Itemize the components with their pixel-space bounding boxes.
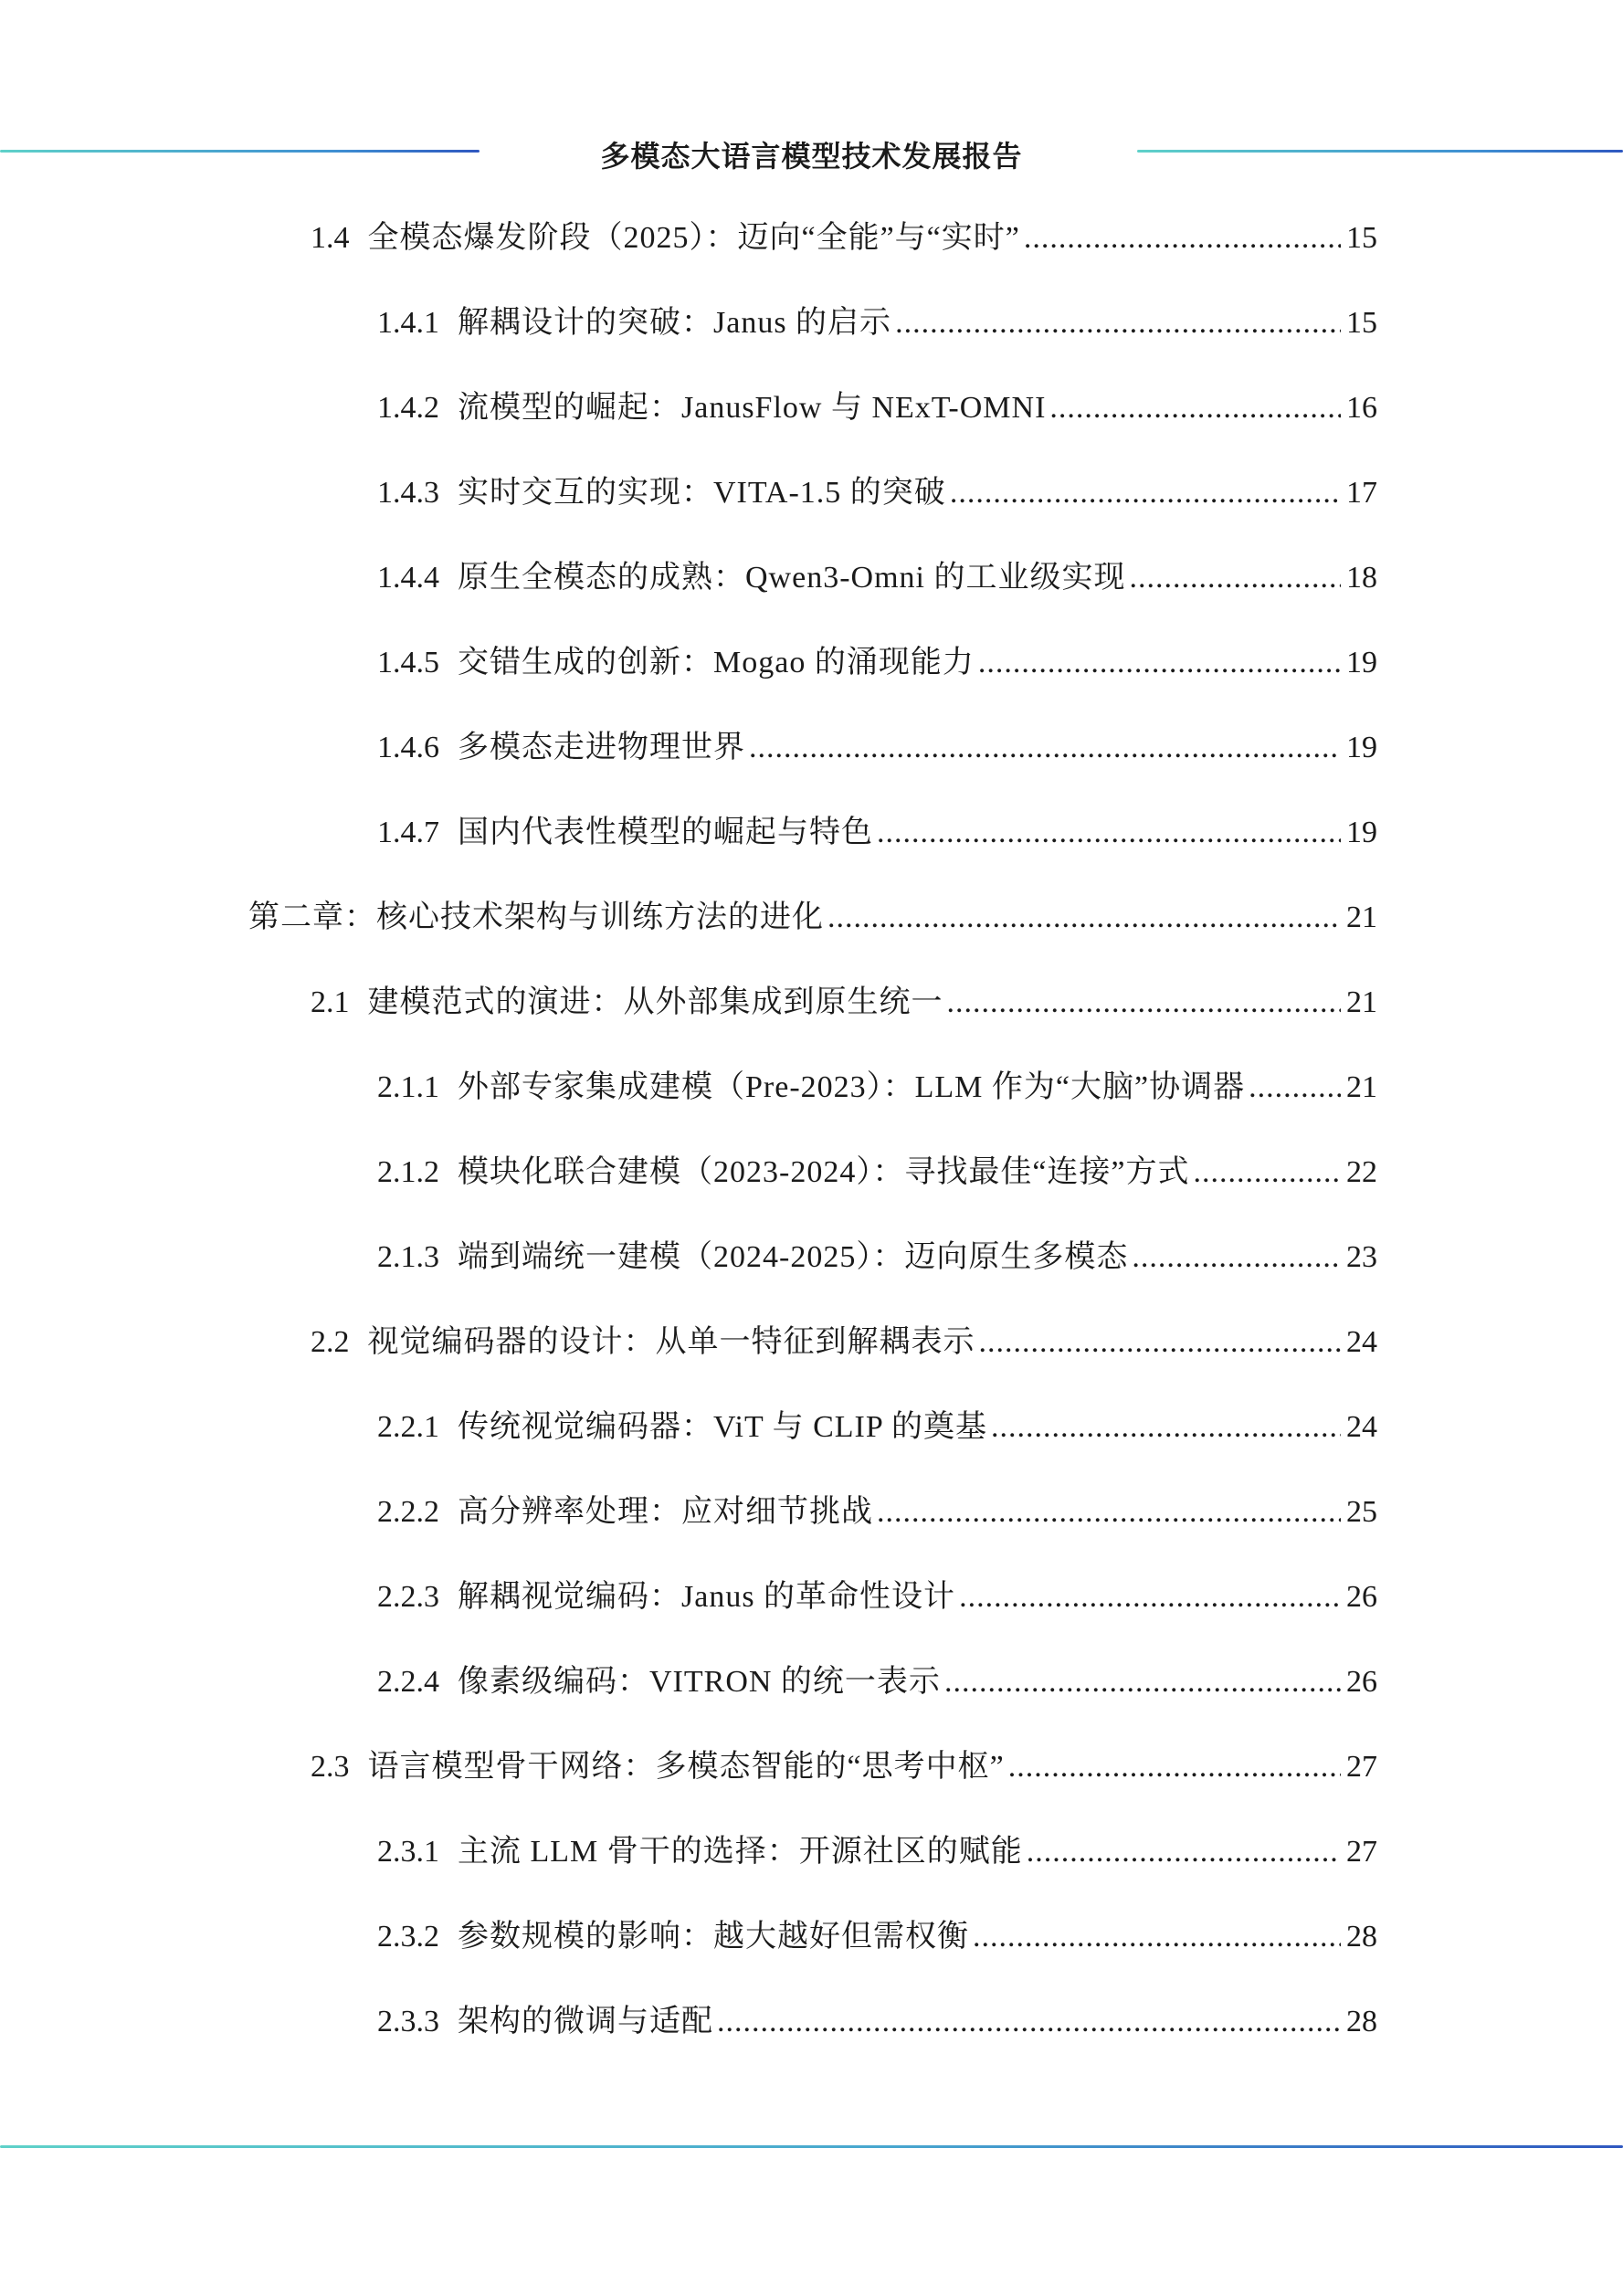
toc-entry[interactable] bbox=[377, 1911, 1377, 1962]
toc-title: 语言模型骨干网络：多模态智能的“思考中枢” bbox=[367, 1750, 1005, 1784]
toc-title: 外部专家集成建模（Pre-2023）：LLM 作为“大脑”协调器 bbox=[458, 1070, 1246, 1104]
toc-title: 视觉编码器的设计：从单一特征到解耦表示 bbox=[367, 1325, 975, 1359]
toc-number: 2.2 bbox=[311, 1325, 350, 1359]
toc-entry[interactable] bbox=[377, 806, 1377, 858]
toc-page: 26 bbox=[1346, 1580, 1377, 1614]
toc-number: 2.3.2 bbox=[377, 1920, 439, 1954]
toc-leader bbox=[978, 646, 1341, 680]
toc-entry[interactable] bbox=[311, 976, 1377, 1027]
toc-page: 26 bbox=[1346, 1665, 1377, 1699]
header-rule-right bbox=[1137, 150, 1623, 153]
toc-entry[interactable] bbox=[377, 1656, 1377, 1707]
toc-title: 实时交互的实现：VITA-1.5 的突破 bbox=[458, 476, 946, 510]
toc-number: 1.4.7 bbox=[377, 816, 439, 849]
toc-leader bbox=[973, 1920, 1341, 1954]
toc-entry[interactable] bbox=[377, 1826, 1377, 1877]
toc-entry[interactable] bbox=[377, 1486, 1377, 1537]
toc-page: 19 bbox=[1346, 816, 1377, 849]
toc-title: 模块化联合建模（2023-2024）：寻找最佳“连接”方式 bbox=[458, 1155, 1190, 1189]
toc-number: 1.4 bbox=[311, 221, 350, 255]
toc-entry[interactable] bbox=[377, 382, 1377, 433]
toc-page: 27 bbox=[1346, 1750, 1377, 1784]
toc-entry[interactable] bbox=[311, 1316, 1377, 1367]
toc-title: 流模型的崛起：JanusFlow 与 NExT-OMNI bbox=[458, 391, 1047, 425]
toc-leader bbox=[979, 1325, 1342, 1360]
toc-leader bbox=[1249, 1070, 1341, 1105]
toc-leader bbox=[1008, 1750, 1341, 1785]
toc-number: 2.2.4 bbox=[377, 1665, 439, 1699]
toc-number: 1.4.1 bbox=[377, 306, 439, 340]
toc-number: 2.2.3 bbox=[377, 1580, 439, 1614]
toc-entry[interactable] bbox=[377, 1571, 1377, 1622]
toc-leader bbox=[749, 731, 1341, 765]
toc-title: 建模范式的演进：从外部集成到原生统一 bbox=[367, 985, 943, 1019]
toc-entry[interactable] bbox=[377, 1996, 1377, 2047]
toc-leader bbox=[944, 1665, 1341, 1700]
toc-title: 端到端统一建模（2024-2025）：迈向原生多模态 bbox=[458, 1240, 1129, 1274]
toc-number: 1.4.3 bbox=[377, 476, 439, 510]
toc-leader bbox=[877, 816, 1341, 850]
toc-title: 多模态走进物理世界 bbox=[458, 731, 745, 764]
toc-number: 1.4.4 bbox=[377, 561, 439, 595]
toc-chapter-entry[interactable] bbox=[248, 891, 1377, 943]
toc-number: 2.3.3 bbox=[377, 2005, 439, 2038]
toc-title: 交错生成的创新：Mogao 的涌现能力 bbox=[458, 646, 975, 679]
toc-title: 第二章：核心技术架构与训练方法的进化 bbox=[248, 900, 824, 934]
toc-title: 解耦视觉编码：Janus 的革命性设计 bbox=[458, 1580, 956, 1614]
toc-page: 24 bbox=[1346, 1325, 1377, 1359]
toc-entry[interactable] bbox=[377, 297, 1377, 348]
toc-page: 19 bbox=[1346, 646, 1377, 679]
toc-leader bbox=[1194, 1155, 1341, 1190]
toc-leader bbox=[1024, 221, 1341, 256]
toc-number: 2.2.2 bbox=[377, 1495, 439, 1529]
toc-title: 主流 LLM 骨干的选择：开源社区的赋能 bbox=[458, 1835, 1023, 1869]
toc-page: 15 bbox=[1346, 221, 1377, 255]
toc-page: 25 bbox=[1346, 1495, 1377, 1529]
toc-entry[interactable] bbox=[377, 1061, 1377, 1112]
toc-leader bbox=[717, 2005, 1341, 2039]
toc-number: 2.2.1 bbox=[377, 1410, 439, 1444]
toc-number: 2.1 bbox=[311, 985, 350, 1019]
toc-entry[interactable] bbox=[311, 1741, 1377, 1792]
toc-title: 全模态爆发阶段（2025）：迈向“全能”与“实时” bbox=[367, 221, 1020, 255]
toc-entry[interactable] bbox=[377, 1146, 1377, 1197]
toc-number: 2.1.3 bbox=[377, 1240, 439, 1274]
toc-title: 国内代表性模型的崛起与特色 bbox=[458, 816, 873, 849]
toc-number: 1.4.5 bbox=[377, 646, 439, 679]
toc-page: 24 bbox=[1346, 1410, 1377, 1444]
toc-title: 架构的微调与适配 bbox=[458, 2005, 713, 2038]
toc-page: 21 bbox=[1346, 1070, 1377, 1104]
page-header-title: 多模态大语言模型技术发展报告 bbox=[600, 139, 1023, 174]
toc-leader bbox=[991, 1410, 1341, 1445]
toc-leader bbox=[895, 306, 1341, 341]
toc-leader bbox=[877, 1495, 1341, 1530]
toc-page: 15 bbox=[1346, 306, 1377, 340]
toc-leader bbox=[959, 1580, 1341, 1615]
toc-page: 23 bbox=[1346, 1240, 1377, 1274]
toc-page: 28 bbox=[1346, 1920, 1377, 1954]
toc-entry[interactable] bbox=[377, 1231, 1377, 1282]
toc-page: 21 bbox=[1346, 900, 1377, 934]
toc-leader bbox=[947, 985, 1342, 1020]
toc-entry[interactable] bbox=[377, 1401, 1377, 1452]
toc-page: 19 bbox=[1346, 731, 1377, 764]
toc-page: 17 bbox=[1346, 476, 1377, 510]
toc-leader bbox=[1049, 391, 1341, 426]
toc-leader bbox=[1132, 1240, 1341, 1275]
toc-entry[interactable] bbox=[311, 212, 1377, 263]
toc-entry[interactable] bbox=[377, 467, 1377, 518]
toc-title: 像素级编码：VITRON 的统一表示 bbox=[458, 1665, 941, 1699]
toc-page: 16 bbox=[1346, 391, 1377, 425]
toc-number: 2.1.2 bbox=[377, 1155, 439, 1189]
toc-leader bbox=[827, 900, 1341, 935]
toc-number: 2.1.1 bbox=[377, 1070, 439, 1104]
toc-number: 1.4.6 bbox=[377, 731, 439, 764]
toc-title: 解耦设计的突破：Janus 的启示 bbox=[458, 306, 892, 340]
toc-leader bbox=[1129, 561, 1341, 595]
toc-page: 21 bbox=[1346, 985, 1377, 1019]
toc-title: 原生全模态的成熟：Qwen3-Omni 的工业级实现 bbox=[458, 561, 1126, 595]
toc-title: 高分辨率处理：应对细节挑战 bbox=[458, 1495, 873, 1529]
toc-number: 2.3.1 bbox=[377, 1835, 439, 1869]
toc-page: 27 bbox=[1346, 1835, 1377, 1869]
toc-title: 参数规模的影响：越大越好但需权衡 bbox=[458, 1920, 969, 1954]
toc-entry[interactable] bbox=[377, 721, 1377, 773]
toc-page: 28 bbox=[1346, 2005, 1377, 2038]
toc-entry[interactable] bbox=[377, 637, 1377, 688]
toc-leader bbox=[950, 476, 1341, 511]
footer-rule bbox=[0, 2145, 1623, 2148]
toc-entry[interactable] bbox=[377, 552, 1377, 603]
toc-title: 传统视觉编码器：ViT 与 CLIP 的奠基 bbox=[458, 1410, 988, 1444]
toc-page: 22 bbox=[1346, 1155, 1377, 1189]
toc-page: 18 bbox=[1346, 561, 1377, 595]
toc-number: 1.4.2 bbox=[377, 391, 439, 425]
toc-number: 2.3 bbox=[311, 1750, 350, 1784]
toc-leader bbox=[1027, 1835, 1341, 1869]
